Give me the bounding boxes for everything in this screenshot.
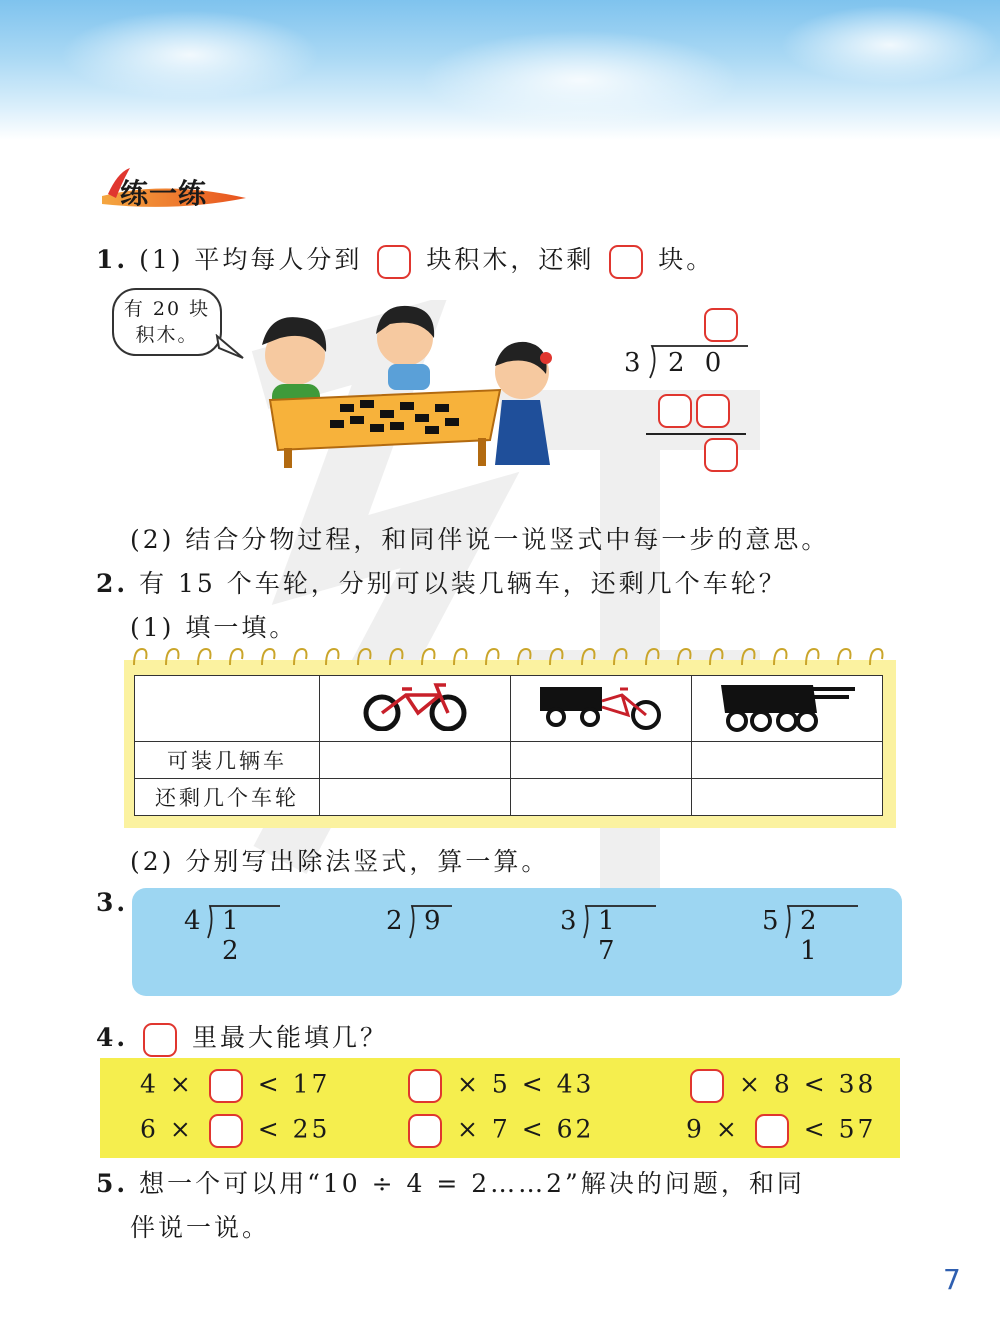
q4-number: 4.: [96, 1023, 129, 1052]
divisor: 4: [184, 906, 207, 936]
tricycle-icon: [536, 681, 666, 731]
q2-part1-text: (1) 填一填。: [130, 613, 298, 642]
subtraction-line: [646, 433, 746, 435]
inequality: [686, 1114, 876, 1148]
answer-box[interactable]: [408, 1114, 442, 1148]
divisor: 5: [762, 906, 785, 936]
inequality: [404, 1114, 594, 1148]
inequality-left: 4 ×: [140, 1069, 194, 1099]
inequality-right: × 5 < 43: [456, 1069, 595, 1099]
bicycle-header-cell: [320, 676, 511, 742]
answer-cell[interactable]: [320, 779, 511, 816]
section-title: 练一练: [120, 177, 208, 210]
q2-text: 有 15 个车轮，分别可以装几辆车，还剩几个车轮？: [139, 569, 787, 598]
q5-line1: [96, 1164, 805, 1200]
q5-text-line1: 想一个可以用“10 ÷ 4 = 2……2”解决的问题，和同: [139, 1169, 805, 1198]
dividend: 9: [424, 906, 447, 936]
divisor: 3: [624, 348, 647, 378]
answer-box[interactable]: [408, 1069, 442, 1103]
q4-line: [96, 1018, 388, 1057]
q1-part1-suffix: 块。: [658, 245, 715, 274]
answer-box[interactable]: [690, 1069, 724, 1103]
answer-cell[interactable]: [320, 742, 511, 779]
dividend: 2 0: [668, 348, 728, 378]
children-blocks-illustration: [240, 300, 570, 470]
inequality-right: × 8 < 38: [738, 1069, 877, 1099]
answer-box[interactable]: [209, 1114, 243, 1148]
wheels-table: [134, 675, 883, 816]
q1-number: 1.: [96, 245, 129, 274]
inequality-right: < 57: [803, 1114, 877, 1144]
q1-part1-middle: 块积木，还剩: [426, 245, 595, 274]
tricycle-header-cell: [511, 676, 692, 742]
cloud-decoration: [420, 30, 740, 130]
answer-cell[interactable]: [511, 742, 692, 779]
q1-part1-line: [96, 240, 714, 279]
answer-box[interactable]: [377, 245, 411, 279]
bubble-line: 有 20 块: [123, 298, 211, 320]
notebook-spiral: [124, 645, 896, 669]
q2-number: 2.: [96, 569, 129, 598]
answer-box[interactable]: [755, 1114, 789, 1148]
q4-text: 里最大能填几？: [192, 1023, 389, 1052]
inequality: [140, 1069, 330, 1103]
speech-bubble: [112, 288, 222, 356]
product-ones-box[interactable]: [696, 394, 730, 428]
divisor: 2: [386, 906, 409, 936]
product-tens-box[interactable]: [658, 394, 692, 428]
row-label-remaining: 还剩几个车轮: [135, 779, 320, 816]
answer-box[interactable]: [209, 1069, 243, 1103]
table-corner-cell: [135, 676, 320, 742]
page-number: 7: [943, 1263, 961, 1296]
inequality-right: < 17: [257, 1069, 331, 1099]
answer-cell[interactable]: [692, 779, 883, 816]
product-boxes: [656, 394, 732, 428]
remainder-box[interactable]: [700, 438, 742, 472]
cart-icon: [717, 679, 857, 733]
row-label-vehicles: 可装几辆车: [135, 742, 320, 779]
answer-box-example: [143, 1023, 177, 1057]
cloud-decoration: [60, 10, 320, 100]
inequality: [404, 1069, 594, 1103]
inequality-right: < 25: [257, 1114, 331, 1144]
divisor: 3: [560, 906, 583, 936]
q5-text-line2: 伴说一说。: [130, 1213, 271, 1242]
inequality-left: 6 ×: [140, 1114, 194, 1144]
bubble-line: 积木。: [135, 324, 199, 346]
dividend: 1 7: [598, 906, 621, 966]
bicycle-icon: [360, 681, 470, 731]
answer-cell[interactable]: [511, 779, 692, 816]
cart-header-cell: [692, 676, 883, 742]
q1-part2-text: (2) 结合分物过程，和同伴说一说竖式中每一步的意思。: [130, 525, 830, 554]
quotient-box[interactable]: [700, 308, 742, 342]
inequality-right: × 7 < 62: [456, 1114, 595, 1144]
answer-box[interactable]: [609, 245, 643, 279]
q1-part1-prefix: (1) 平均每人分到: [139, 245, 363, 274]
q3-number: 3.: [96, 888, 129, 917]
q2-part2-text: (2) 分别写出除法竖式，算一算。: [130, 847, 550, 876]
q2-line: [96, 564, 787, 600]
dividend: 2 1: [800, 906, 823, 966]
cloud-decoration: [780, 5, 1000, 85]
dividend: 1 2: [222, 906, 245, 966]
answer-cell[interactable]: [692, 742, 883, 779]
inequality: [686, 1069, 876, 1103]
inequality-left: 9 ×: [686, 1114, 740, 1144]
q5-number: 5.: [96, 1169, 129, 1198]
inequality: [140, 1114, 330, 1148]
